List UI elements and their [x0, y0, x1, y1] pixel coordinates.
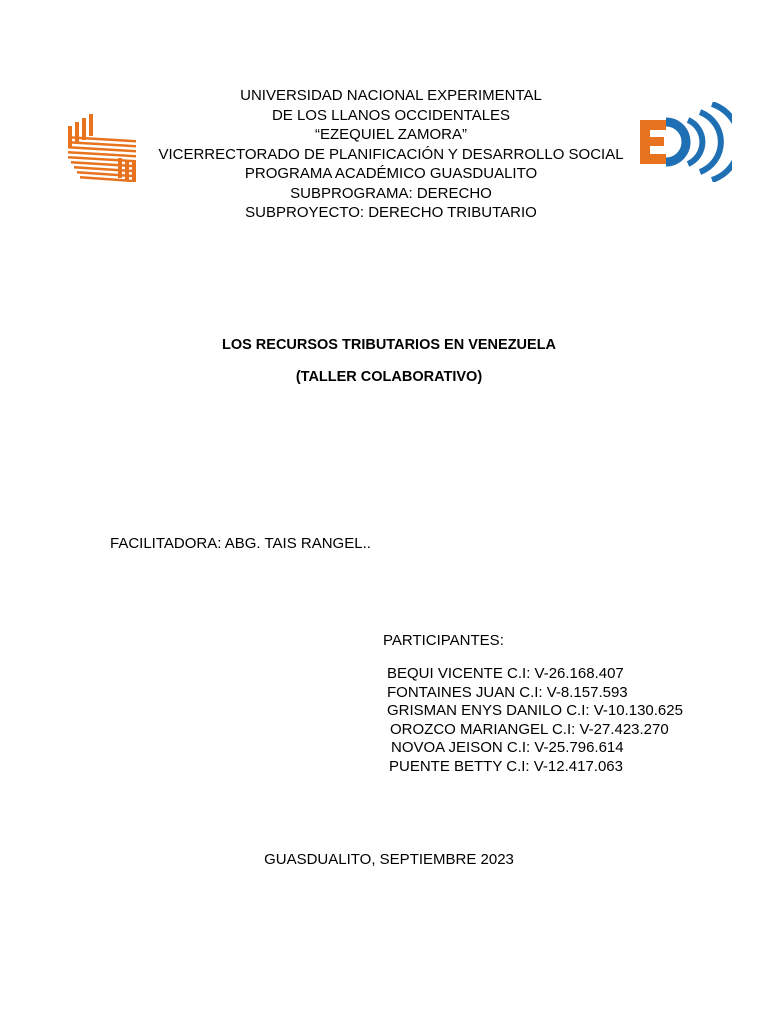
header-line-university: UNIVERSIDAD NACIONAL EXPERIMENTAL — [240, 87, 542, 104]
header-line-programa: PROGRAMA ACADÉMICO GUASDUALITO — [244, 165, 538, 182]
facilitator-line: FACILITADORA: ABG. TAIS RANGEL.. — [110, 535, 371, 552]
header-line-vicerrectorado: VICERRECTORADO DE PLANIFICACIÓN Y DESARROLLO SOCIAL — [158, 145, 624, 163]
participant-item: NOVOA JEISON C.I: V-25.796.614 — [391, 739, 624, 756]
participant-item: FONTAINES JUAN C.I: V-8.157.593 — [387, 683, 628, 701]
e-signal-logo-icon — [636, 102, 732, 182]
header-line-subproyecto: SUBPROYECTO: DERECHO TRIBUTARIO — [245, 204, 537, 221]
place-date-footer: GUASDUALITO, SEPTIEMBRE 2023 — [264, 851, 514, 868]
header-line-name: “EZEQUIEL ZAMORA” — [315, 126, 467, 143]
participant-item: GRISMAN ENYS DANILO C.I: V-10.130.625 — [387, 702, 683, 719]
participant-item: OROZCO MARIANGEL C.I: V-27.423.270 — [390, 720, 669, 738]
header-line-subprograma: SUBPROGRAMA: DERECHO — [290, 184, 492, 202]
participants-label: PARTICIPANTES: — [383, 632, 504, 649]
header-line-region: DE LOS LLANOS OCCIDENTALES — [271, 106, 511, 124]
participant-item: PUENTE BETTY C.I: V-12.417.063 — [389, 757, 623, 775]
document-subtitle: (TALLER COLABORATIVO) — [295, 369, 483, 385]
participant-item: BEQUI VICENTE C.I: V-26.168.407 — [387, 665, 624, 682]
document-title: LOS RECURSOS TRIBUTARIOS EN VENEZUELA — [221, 337, 557, 353]
